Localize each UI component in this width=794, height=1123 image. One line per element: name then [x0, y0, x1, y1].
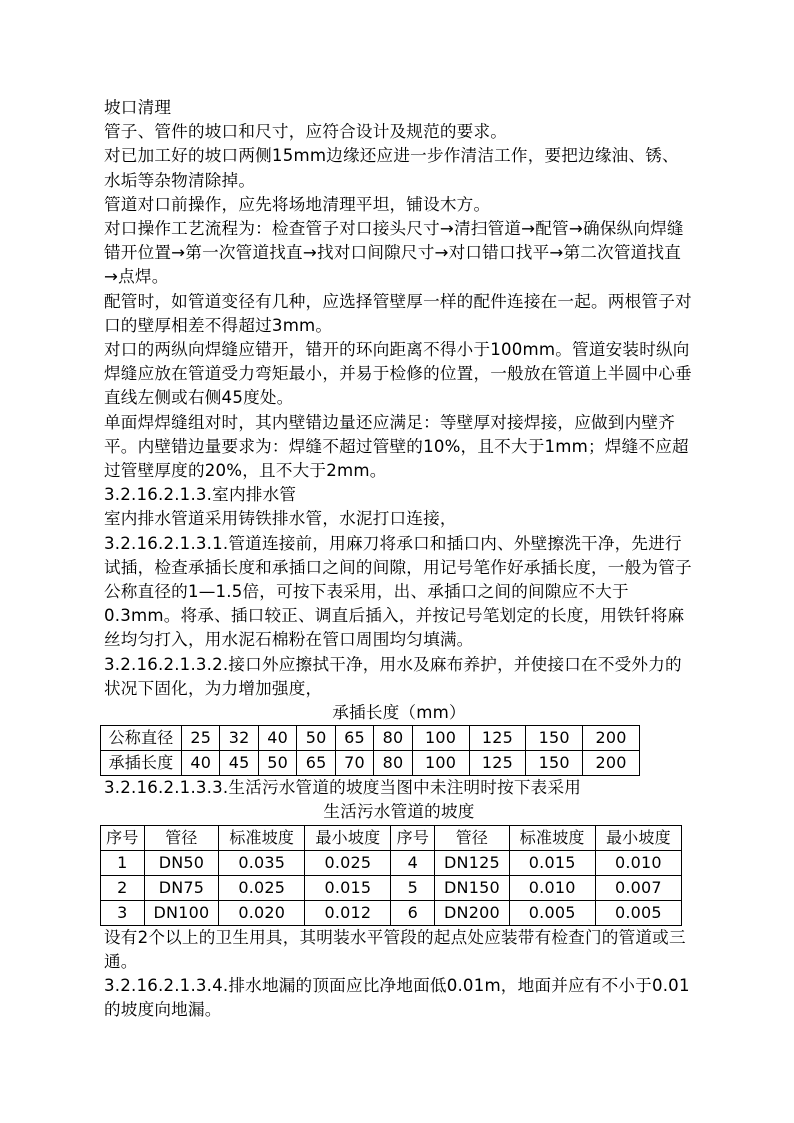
table-cell: 5: [391, 875, 435, 900]
table-cell: 0.025: [219, 875, 305, 900]
table-cell: 标准坡度: [219, 825, 305, 850]
table-cell: 序号: [101, 825, 145, 850]
table-cell: 4: [391, 850, 435, 875]
table-cell: 50: [297, 726, 335, 751]
table-cell: 150: [526, 751, 583, 776]
table-cell: 0.015: [305, 875, 391, 900]
table-row: [101, 900, 682, 925]
table-cell: 0.025: [305, 850, 391, 875]
paragraph: 配管时，如管道变径有几种，应选择管壁厚一样的配件连接在一起。两根管子对口的壁厚相差不得超过3mm。: [104, 291, 692, 335]
table-cell: 50: [258, 751, 296, 776]
table-cell: 0.010: [509, 875, 595, 900]
table-cell: DN150: [435, 875, 509, 900]
paragraph: 对口的两纵向焊缝应错开，错开的环向距离不得小于100mm。管道安装时纵向焊缝应放在管道受力弯矩最小，并易于检修的位置，一般放在管道上半圆中心垂直线左侧或右侧45度处。: [104, 340, 692, 408]
table-cell: 承插长度: [101, 751, 182, 776]
table-cell: 100: [412, 726, 469, 751]
table-cell: 3: [101, 900, 145, 925]
table-cell: 80: [374, 751, 412, 776]
table-cell: 0.005: [595, 900, 681, 925]
table-cell: DN100: [144, 900, 218, 925]
paragraph: 对口操作工艺流程为：检查管子对口接头尺寸→清扫管道→配管→确保纵向焊缝错开位置→第一次管道找直→找对口间隙尺寸→对口错口找平→第二次管道找直→点焊。: [104, 219, 684, 287]
socket-length-table: [100, 725, 640, 776]
table-cell: DN125: [435, 850, 509, 875]
table-cell: 40: [182, 751, 220, 776]
table-cell: 80: [374, 726, 412, 751]
table-cell: 40: [258, 726, 296, 751]
table-cell: 32: [220, 726, 258, 751]
table-cell: 70: [335, 751, 373, 776]
table-cell: 管径: [435, 825, 509, 850]
table-cell: 200: [583, 751, 640, 776]
top-paragraphs: [104, 96, 694, 701]
table-cell: 0.005: [509, 900, 595, 925]
table-cell: 0.010: [595, 850, 681, 875]
document-page: [104, 96, 694, 1023]
paragraph: 3.2.16.2.1.3.室内排水管: [104, 485, 297, 505]
table-cell: 125: [469, 726, 526, 751]
paragraph: 对已加工好的坡口两侧15mm边缘还应进一步作清洁工作，要把边缘油、锈、水垢等杂物清除掉。: [104, 146, 679, 190]
table-cell: 125: [469, 751, 526, 776]
table-cell: 0.035: [219, 850, 305, 875]
paragraph: 坡口清理: [104, 98, 172, 117]
paragraph: 单面焊焊缝组对时，其内壁错边量还应满足：等壁厚对接焊接，应做到内壁齐平。内壁错边量要求为：焊缝不超过管壁的10%，且不大于1mm；焊缝不应超过管壁厚度的20%，且不大于2mm。: [104, 412, 689, 481]
length-table-caption: 承插长度（mm）: [332, 703, 466, 723]
table-cell: 45: [220, 751, 258, 776]
bottom-paragraphs: [104, 926, 694, 1023]
table-cell: 65: [297, 751, 335, 776]
table-cell: 序号: [391, 825, 435, 850]
table-header-row: [101, 825, 682, 850]
table-cell: 6: [391, 900, 435, 925]
table-cell: 150: [526, 726, 583, 751]
paragraph: 室内排水管道采用铸铁排水管，水泥打口连接，: [104, 509, 457, 529]
table-cell: 标准坡度: [509, 825, 595, 850]
table-row: [101, 875, 682, 900]
slope-table-caption: 生活污水管道的坡度: [323, 802, 475, 822]
table-cell: 65: [335, 726, 373, 751]
table-cell: 0.012: [305, 900, 391, 925]
table-cell: 管径: [144, 825, 218, 850]
table-cell: 1: [101, 850, 145, 875]
table-row: [101, 850, 682, 875]
paragraph: 3.2.16.2.1.3.4.排水地漏的顶面应比净地面低0.01m，地面并应有不小于0.01的坡度向地漏。: [104, 976, 690, 1020]
table-cell: DN50: [144, 850, 218, 875]
slope-intro-paragraph: 3.2.16.2.1.3.3.生活污水管道的坡度当图中未注明时按下表采用: [104, 778, 582, 798]
table-cell: 0.015: [509, 850, 595, 875]
table-cell: 200: [583, 726, 640, 751]
table-cell: 公称直径: [101, 726, 182, 751]
table-cell: 0.007: [595, 875, 681, 900]
paragraph: 3.2.16.2.1.3.1.管道连接前，用麻刀将承口和插口内、外壁擦洗干净，先进行试插，检查承插长度和承插口之间的间隙，用记号笔作好承插长度，一般为管子公称直径的1—1.5倍，可按下表采用，出、承插口之间的间隙应不大于0.3mm。将承、插口较正、调直后插入，并按记号笔划定的长度，用铁钎将麻丝均匀打入，用水泥石棉粉在管口周围均匀填满。: [104, 533, 692, 650]
table-cell: 最小坡度: [595, 825, 681, 850]
table-cell: 最小坡度: [305, 825, 391, 850]
table-cell: DN75: [144, 875, 218, 900]
table-cell: DN200: [435, 900, 509, 925]
table-cell: 0.020: [219, 900, 305, 925]
table-cell: 25: [182, 726, 220, 751]
table-row: [101, 726, 640, 751]
table-cell: 100: [412, 751, 469, 776]
paragraph: 设有2个以上的卫生用具，其明装水平管段的起点处应装带有检查门的管道或三通。: [104, 927, 686, 971]
paragraph: 管子、管件的坡口和尺寸，应符合设计及规范的要求。: [104, 122, 508, 142]
sewage-slope-table: [100, 825, 682, 926]
table-cell: 2: [101, 875, 145, 900]
paragraph: 3.2.16.2.1.3.2.接口外应擦拭干净，用水及麻布养护，并使接口在不受外力的状况下固化，为力增加强度，: [104, 654, 682, 698]
paragraph: 管道对口前操作，应先将场地清理平坦，铺设木方。: [104, 194, 491, 214]
table-row: [101, 751, 640, 776]
